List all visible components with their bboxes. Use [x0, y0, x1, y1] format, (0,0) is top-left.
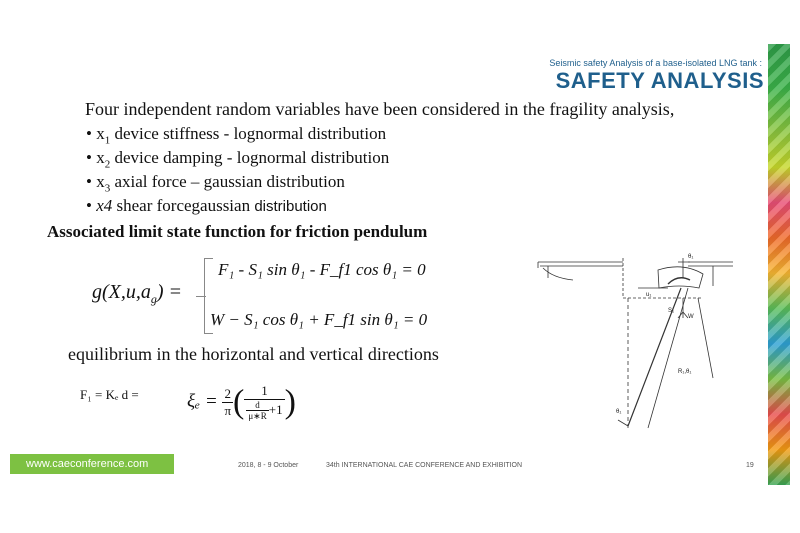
- decorative-stripe-texture: [768, 44, 790, 485]
- vertical-equilibrium-equation: W − S₁ cos θ₁ + F_f1 sin θ₁ = 0: [210, 310, 428, 329]
- diagram-label: S₁: [668, 308, 675, 314]
- force-equation: F₁ = Kₑ d =: [80, 387, 139, 402]
- conference-url[interactable]: www.caeconference.com: [26, 458, 149, 470]
- variables-list: [86, 124, 389, 220]
- equilibrium-text: equilibrium in the horizontal and vertical directions: [68, 344, 439, 364]
- diagram-label: W: [688, 314, 694, 320]
- list-item: • $x_2$ device damping - lognormal distribution: [86, 148, 390, 171]
- list-item: • $x_1$ device stiffness - lognormal distribution: [86, 124, 387, 147]
- diagram-label: θ₁: [616, 409, 622, 415]
- footer-date: 2018, 8 - 9 October: [238, 462, 299, 469]
- slide-title: SAFETY ANALYSIS: [555, 68, 764, 93]
- horizontal-equilibrium-equation: F₁ - S₁ sin θ₁ - F_f1 cos θ₁ = 0: [218, 260, 426, 279]
- friction-pendulum-diagram: [528, 248, 738, 438]
- intro-text: Four independent random variables have been considered in the fragility analysis,: [85, 99, 675, 119]
- diagram-label: u₁: [646, 292, 652, 298]
- footer-conference: 34th INTERNATIONAL CAE CONFERENCE AND EXHIBITION: [326, 462, 523, 469]
- damping-equation: ξₑ = $\frac{2}{\pi}$ ( 1 $\frac{d}{\mu∗R}$ +1 ): [187, 383, 296, 421]
- section-heading: Associated limit state function for friction pendulum: [47, 222, 428, 241]
- list-item: • x4 shear forcegaussian distribution: [86, 196, 327, 215]
- diagram-label: θ₁: [688, 254, 694, 260]
- diagram-label: R₁,θ₁: [678, 369, 692, 375]
- page-number: 19: [746, 462, 754, 469]
- limit-state-lhs: $g(X,u,a_g)$ =: [92, 281, 183, 306]
- slide-subtitle: Seismic safety Analysis of a base-isolated LNG tank :: [549, 58, 762, 68]
- list-item: • $x_3$ axial force – gaussian distribution: [86, 172, 345, 195]
